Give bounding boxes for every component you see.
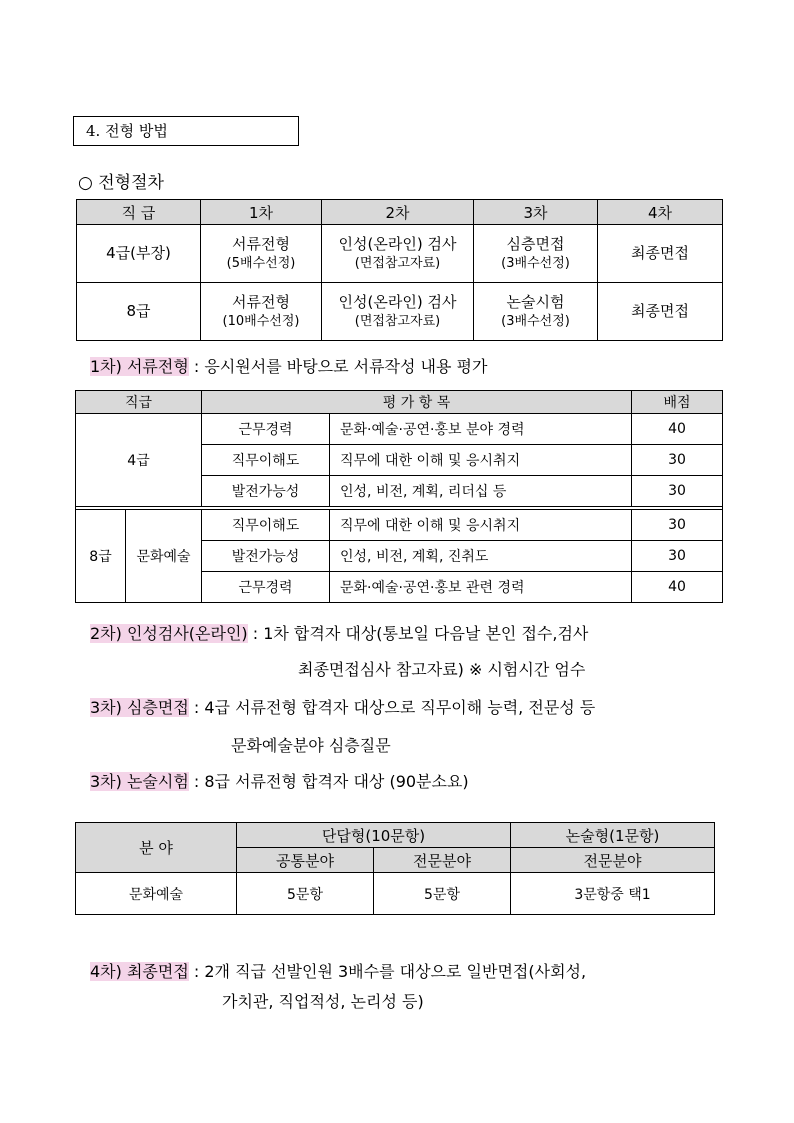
table-row [76,873,715,915]
exam-header-common: 공통분야 [237,848,374,873]
eval-desc: 직무에 대한 이해 및 응시취지 [330,445,632,476]
evaluation-table [75,390,723,603]
header-step2: 2차 [322,200,474,225]
eval-item: 직무이해도 [202,510,330,541]
eval-header-grade: 직급 [76,391,202,414]
exam-header-short: 단답형(10문항) [237,823,511,848]
step3-cell: 심층면접 (3배수선정) [474,225,598,283]
step3a-label: 3차) 심층면접 [90,698,189,717]
step1-line [90,357,487,377]
step4-cell: 최종면접 [598,225,723,283]
eval-header-score: 배점 [632,391,723,414]
step1-cell: 서류전형 (10배수선정) [201,283,322,341]
eval-score: 30 [632,476,723,507]
procedure-title: ○ 전형절차 [78,173,164,193]
eval-desc: 문화·예술·공연·홍보 관련 경력 [330,572,632,603]
eval-score: 40 [632,414,723,445]
step3b-text: : 8급 서류전형 합격자 대상 (90분소요) [193,772,469,791]
exam-common: 5문항 [237,873,374,915]
eval-desc: 인성, 비전, 계획, 리더십 등 [330,476,632,507]
step2-cell: 인성(온라인) 검사 (면접참고자료) [322,283,474,341]
exam-header-field: 분 야 [76,823,237,873]
exam-header-essay: 논술형(1문항) [511,823,715,848]
table-row [76,414,723,445]
step4-line2: 가치관, 직업적성, 논리성 등) [222,992,424,1011]
eval-desc: 인성, 비전, 계획, 진취도 [330,541,632,572]
step2-cell: 인성(온라인) 검사 (면접참고자료) [322,225,474,283]
exam-field: 문화예술 [76,873,237,915]
eval-desc: 직무에 대한 이해 및 응시취지 [330,510,632,541]
exam-special: 5문항 [374,873,511,915]
eval-score: 30 [632,510,723,541]
step1-text: : 응시원서를 바탕으로 서류작성 내용 평가 [193,357,488,376]
step4-label: 4차) 최종면접 [90,962,189,981]
step4-line [90,962,586,982]
step4-text: : 2개 직급 선발인원 3배수를 대상으로 일반면접(사회성, [193,962,587,981]
table-row [77,283,723,341]
grade8-field-cell: 문화예술 [126,510,202,603]
header-grade: 직 급 [77,200,201,225]
exam-essay: 3문항중 택1 [511,873,715,915]
exam-header-row [76,823,715,848]
exam-table [75,822,715,915]
step3a-line [90,698,595,718]
step2-label: 2차) 인성검사(온라인) [90,624,248,643]
step1-cell: 서류전형 (5배수선정) [201,225,322,283]
eval-item: 발전가능성 [202,541,330,572]
procedure-table [76,199,723,341]
eval-item: 발전가능성 [202,476,330,507]
step2-line2: 최종면접심사 참고자료) ※ 시험시간 엄수 [298,660,586,679]
header-step3: 3차 [474,200,598,225]
header-step4: 4차 [598,200,723,225]
eval-header-items: 평 가 항 목 [202,391,632,414]
eval-item: 근무경력 [202,414,330,445]
exam-header-special: 전문분야 [374,848,511,873]
step3b-label: 3차) 논술시험 [90,772,189,791]
eval-desc: 문화·예술·공연·홍보 분야 경력 [330,414,632,445]
table-row [76,510,723,541]
step2-line [90,624,588,644]
section-title: 4. 전형 방법 [73,116,299,146]
step3a-text: : 4급 서류전형 합격자 대상으로 직무이해 능력, 전문성 등 [193,698,596,717]
step3-cell: 논술시험 (3배수선정) [474,283,598,341]
grade-cell: 4급(부장) [77,225,201,283]
header-step1: 1차 [201,200,322,225]
eval-item: 근무경력 [202,572,330,603]
step4-cell: 최종면접 [598,283,723,341]
step2-text: : 1차 합격자 대상(통보일 다음날 본인 접수,검사 [252,624,589,643]
step3b-line [90,772,469,792]
grade-cell: 8급 [77,283,201,341]
eval-score: 30 [632,445,723,476]
grade4-cell: 4급 [76,414,202,507]
eval-score: 40 [632,572,723,603]
table-row [77,225,723,283]
procedure-header-row [77,200,723,225]
step3a-line2: 문화예술분야 심층질문 [231,736,391,755]
eval-item: 직무이해도 [202,445,330,476]
grade8-cell: 8급 [76,510,126,603]
exam-header-essay-sub: 전문분야 [511,848,715,873]
eval-score: 30 [632,541,723,572]
eval-header-row [76,391,723,414]
step1-label: 1차) 서류전형 [90,357,189,376]
